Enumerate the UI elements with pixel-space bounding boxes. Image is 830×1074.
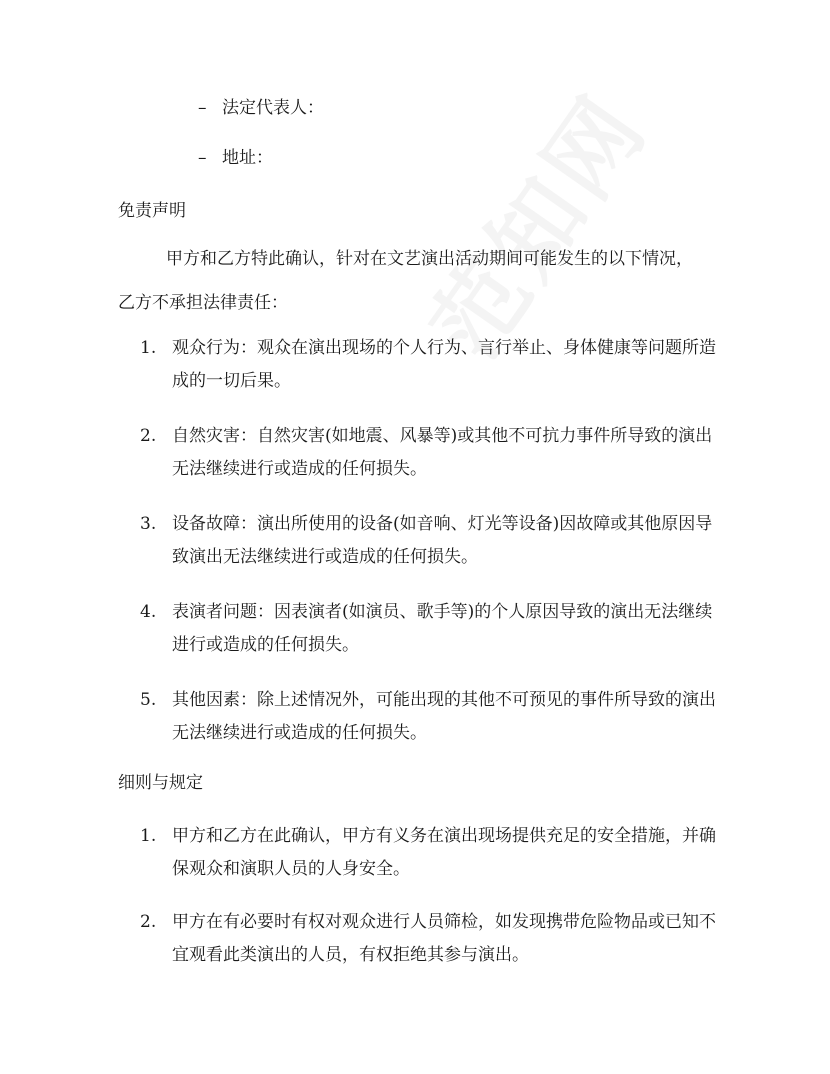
rules-item-1	[140, 820, 720, 886]
item-text: 甲方和乙方在此确认，甲方有义务在演出现场提供充足的安全措施，并确保观众和演职人员的人身安全。	[172, 826, 716, 879]
item-text: 其他因素：除上述情况外，可能出现的其他不可预见的事件所导致的演出无法继续进行或造成的任何损失。	[172, 690, 716, 743]
item-text: 设备故障：演出所使用的设备(如音响、灯光等设备)因故障或其他原因导致演出无法继续进行或造成的任何损失。	[172, 514, 713, 567]
disclaimer-heading: 免责声明	[118, 201, 186, 221]
item-number: 1.	[140, 826, 157, 846]
item-number: 1.	[140, 338, 157, 358]
item-text: 自然灾害：自然灾害(如地震、风暴等)或其他不可抗力事件所导致的演出无法继续进行或造成的任何损失。	[172, 426, 713, 479]
item-number: 4.	[140, 602, 157, 622]
item-text: 甲方在有必要时有权对观众进行人员筛检，如发现携带危险物品或已知不宜观看此类演出的人员，有权拒绝其参与演出。	[172, 912, 716, 965]
item-number: 2.	[140, 912, 157, 932]
disclaimer-intro	[118, 237, 708, 325]
item-number: 2.	[140, 426, 157, 446]
address-label: 地址：	[222, 148, 273, 168]
disclaimer-item-5	[140, 684, 720, 750]
item-number: 5.	[140, 690, 157, 710]
dash-marker: –	[198, 148, 207, 168]
disclaimer-intro-text: 甲方和乙方特此确认，针对在文艺演出活动期间可能发生的以下情况，乙方不承担法律责任：	[118, 249, 693, 313]
disclaimer-item-4	[140, 596, 720, 662]
disclaimer-item-2	[140, 420, 720, 486]
rules-item-2	[140, 906, 720, 972]
legal-representative-line	[198, 96, 324, 120]
address-line	[198, 146, 273, 170]
item-text: 观众行为：观众在演出现场的个人行为、言行举止、身体健康等问题所造成的一切后果。	[172, 338, 716, 391]
disclaimer-item-3	[140, 508, 720, 574]
item-text: 表演者问题：因表演者(如演员、歌手等)的个人原因导致的演出无法继续进行或造成的任何损失。	[172, 602, 713, 655]
disclaimer-item-1	[140, 332, 720, 398]
dash-marker: –	[198, 98, 207, 118]
item-number: 3.	[140, 514, 157, 534]
legal-representative-label: 法定代表人：	[222, 98, 324, 118]
rules-heading: 细则与规定	[118, 773, 203, 793]
